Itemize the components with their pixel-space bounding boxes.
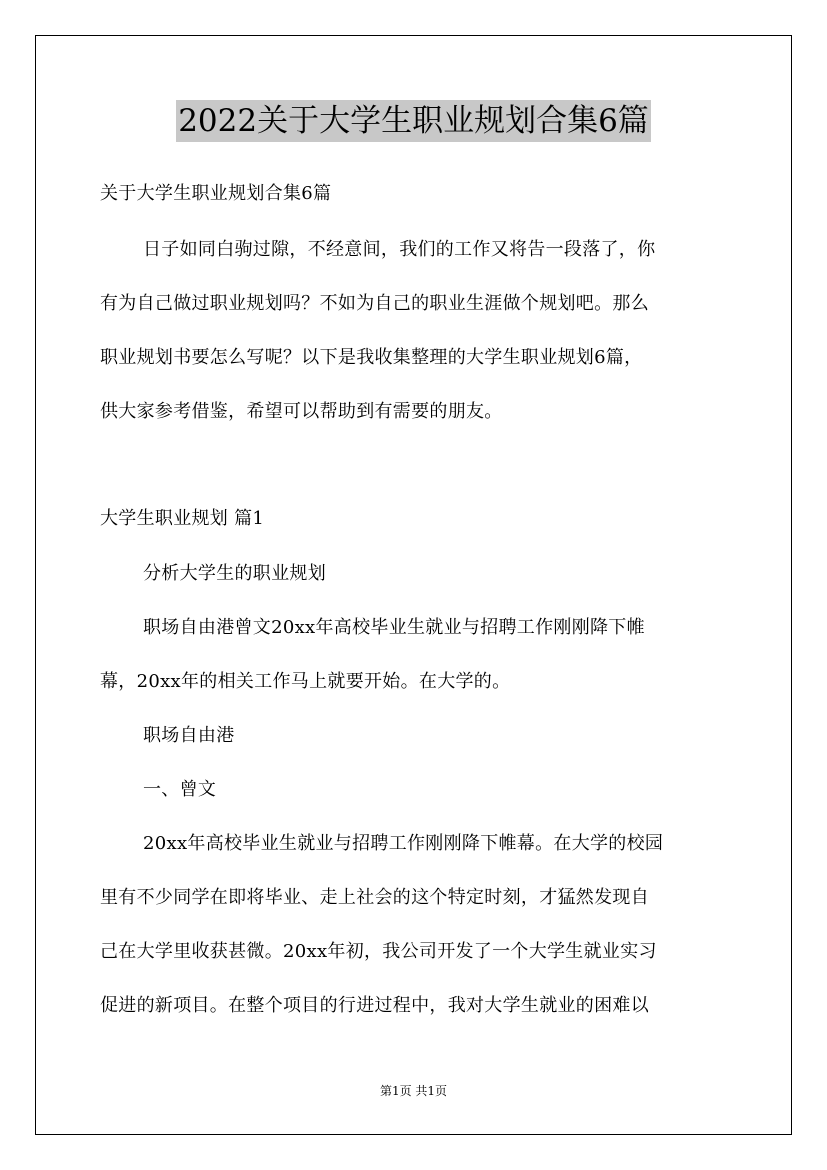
intro-line-1: 日子如同白驹过隙，不经意间，我们的工作又将告一段落了，你 (143, 239, 656, 260)
title-container (0, 100, 827, 142)
intro-line-4: 供大家参考借鉴，希望可以帮助到有需要的朋友。 (100, 401, 503, 422)
label-line: 职场自由港 (143, 725, 235, 746)
intro-line-3: 职业规划书要怎么写呢？以下是我收集整理的大学生职业规划6篇， (100, 347, 643, 368)
para2-line-1: 20xx年高校毕业生就业与招聘工作刚刚降下帷幕。在大学的校园 (143, 833, 664, 854)
para2-line-4: 促进的新项目。在整个项目的行进过程中，我对大学生就业的困难以 (100, 995, 649, 1016)
page-footer: 第1页 共1页 (379, 1084, 448, 1098)
document-title: 2022关于大学生职业规划合集6篇 (176, 100, 651, 142)
list-line: 一、曾文 (143, 779, 217, 800)
document-subtitle: 关于大学生职业规划合集6篇 (100, 183, 332, 204)
para1-line-2: 幕，20xx年的相关工作马上就要开始。在大学的。 (100, 671, 511, 692)
section-subheading: 分析大学生的职业规划 (143, 563, 326, 584)
para2-line-2: 里有不少同学在即将毕业、走上社会的这个特定时刻，才猛然发现自 (100, 887, 649, 908)
para1-line-1: 职场自由港曾文20xx年高校毕业生就业与招聘工作刚刚降下帷 (143, 617, 645, 638)
intro-line-2: 有为自己做过职业规划吗？不如为自己的职业生涯做个规划吧。那么 (100, 293, 649, 314)
para2-line-3: 己在大学里收获甚微。20xx年初，我公司开发了一个大学生就业实习 (100, 941, 657, 962)
section-heading: 大学生职业规划 篇1 (100, 508, 265, 529)
